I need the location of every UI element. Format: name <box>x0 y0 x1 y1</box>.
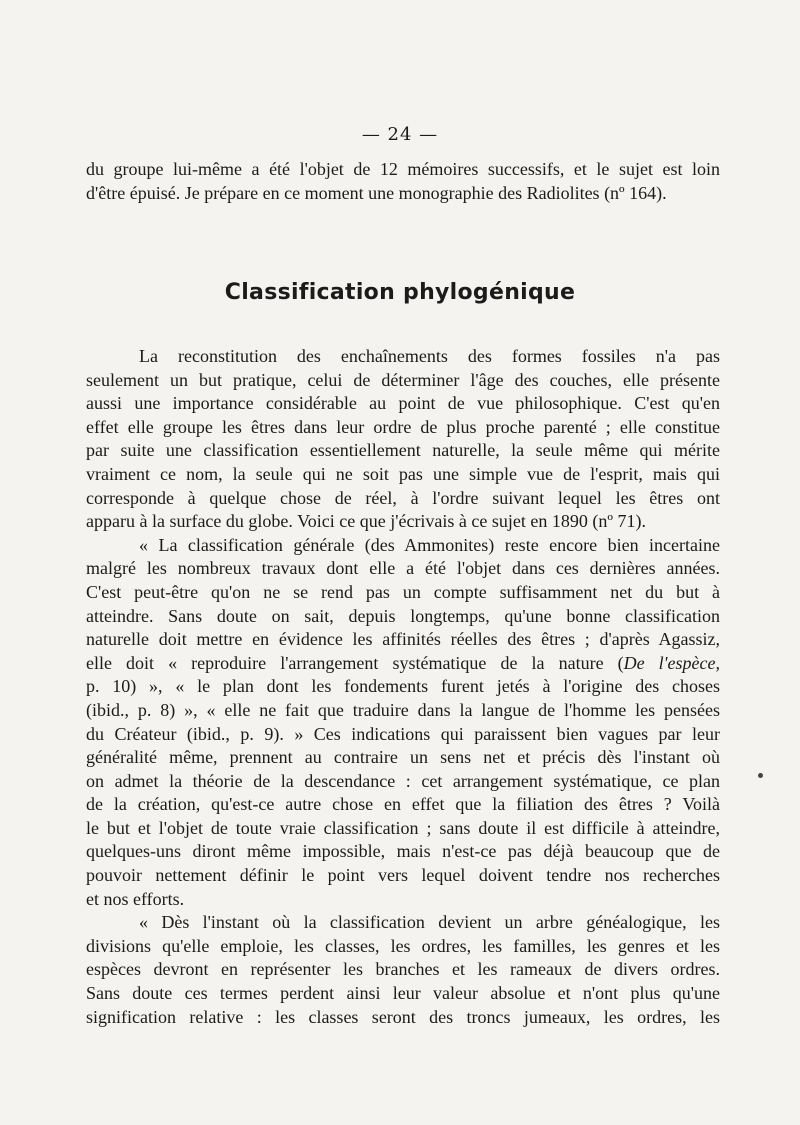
section-heading: Classification phylogénique <box>224 280 576 305</box>
text-line <box>86 652 720 676</box>
text-line: le but et l'objet de toute vraie classification ; sans doute il est difficile à atteindre, <box>86 817 720 838</box>
text-line: par suite une classification essentiellement naturelle, la seule même qui mérite <box>86 440 720 461</box>
text-segment: elle doit « reproduire l'arrangement systématique de la nature ( <box>86 652 624 673</box>
text-line: p. 10) », « le plan dont les fondements furent jetés à l'origine des choses <box>86 676 720 697</box>
text-line: effet elle groupe les êtres dans leur ordre de plus proche parenté ; elle constitue <box>86 416 720 437</box>
text-line: corresponde à quelque chose de réel, à l'ordre suivant lequel les êtres ont <box>86 487 720 508</box>
margin-mark <box>758 773 763 778</box>
text-line: généralité même, prennent au contraire un sens net et précis dès l'instant où <box>86 747 720 768</box>
text-line: de la création, qu'est-ce autre chose en effet que la filiation des êtres ? Voilà <box>86 794 720 815</box>
text-line: quelques-uns diront même impossible, mais n'est-ce pas déjà beaucoup que de <box>86 841 720 862</box>
intro-paragraph <box>86 158 720 205</box>
text-line: on admet la théorie de la descendance : cet arrangement systématique, ce plan <box>86 770 720 791</box>
text-line: « La classification générale (des Ammonites) reste encore bien incertaine <box>139 534 720 555</box>
text-line: seulement un but pratique, celui de déterminer l'âge des couches, elle présente <box>86 369 720 390</box>
text-line: atteindre. Sans doute on sait, depuis longtemps, qu'une bonne classification <box>86 605 720 626</box>
text-line: espèces devront en représenter les branches et les rameaux de divers ordres. <box>86 959 720 980</box>
text-line: C'est peut-être qu'on ne se rend pas un compte suffisamment net du but à <box>86 581 720 602</box>
text-line: vraiment ce nom, la seule qui ne soit pas une simple vue de l'esprit, mais qui <box>86 463 720 484</box>
text-line: aussi une importance considérable au point de vue philosophique. C'est qu'en <box>86 393 720 414</box>
text-line: pouvoir nettement définir le point vers lequel doivent tendre nos recherches <box>86 865 720 886</box>
text-line: d'être épuisé. Je prépare en ce moment une monographie des Radiolites (nº 164). <box>86 182 667 203</box>
text-line: La reconstitution des enchaînements des formes fossiles n'a pas <box>139 346 720 366</box>
text-line: malgré les nombreux travaux dont elle a été l'objet dans ces dernières années. <box>86 558 720 579</box>
text-line: du groupe lui-même a été l'objet de 12 mémoires successifs, et le sujet est loin <box>86 159 720 179</box>
paragraph-1 <box>86 345 720 534</box>
text-line: (ibid., p. 8) », « elle ne fait que traduire dans la langue de l'homme les pensées <box>86 699 720 720</box>
text-line: « Dès l'instant où la classification devient un arbre généalogique, les <box>139 912 720 933</box>
text-line: apparu à la surface du globe. Voici ce que j'écrivais à ce sujet en 1890 (nº 71). <box>86 511 646 532</box>
text-line: et nos efforts. <box>86 888 185 909</box>
text-line: du Créateur (ibid., p. 9). » Ces indications qui paraissent bien vagues par leur <box>86 723 720 744</box>
page-number: — 24 — <box>361 124 439 145</box>
section-body <box>86 345 720 1029</box>
italic-title: De l'espèce, <box>623 652 720 673</box>
paragraph-3 <box>86 911 720 1029</box>
text-line: naturelle doit mettre en évidence les affinités réelles des êtres ; d'après Agassiz, <box>86 629 720 650</box>
text-line: signification relative : les classes seront des troncs jumeaux, les ordres, les <box>86 1006 720 1027</box>
text-line: divisions qu'elle emploie, les classes, les ordres, les familles, les genres et les <box>86 935 720 956</box>
paragraph-2 <box>86 534 720 912</box>
text-line: Sans doute ces termes perdent ainsi leur valeur absolue et n'ont plus qu'une <box>86 983 720 1004</box>
